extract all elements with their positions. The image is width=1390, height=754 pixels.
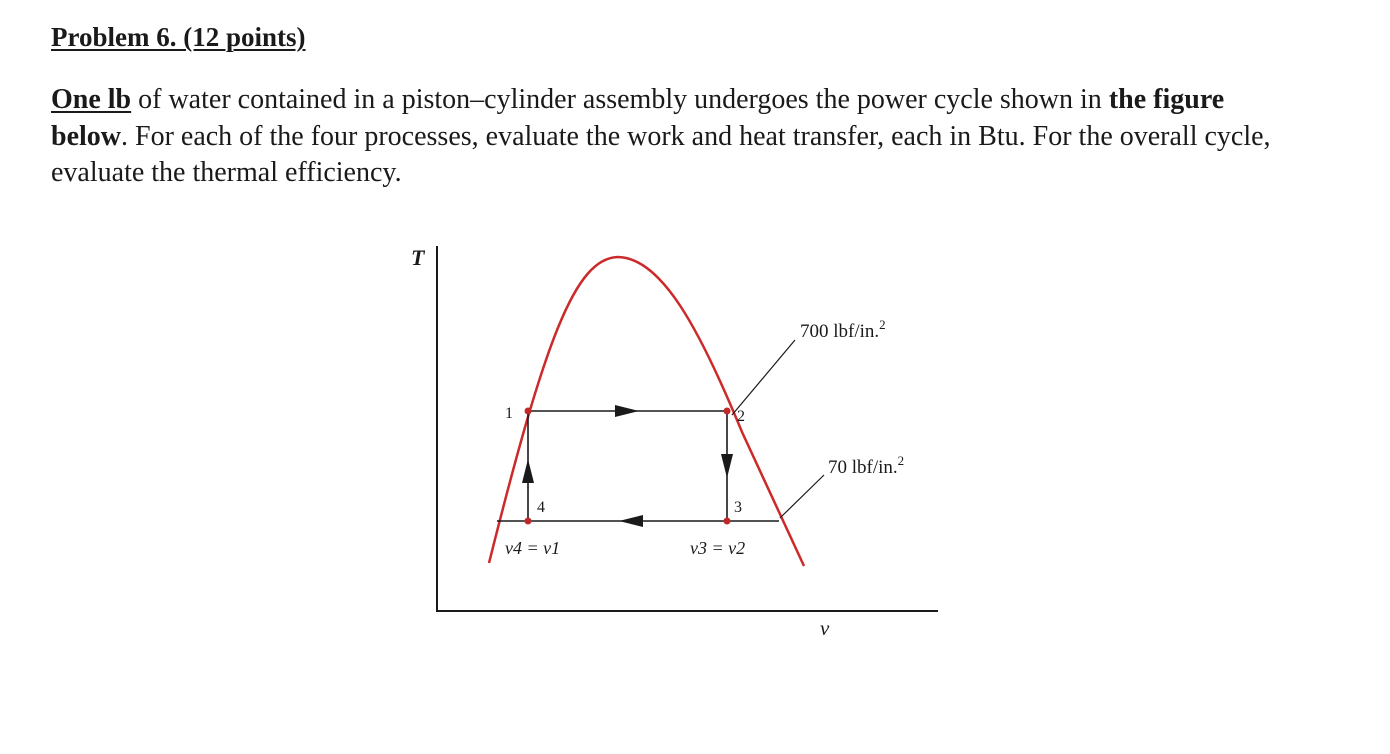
pressure-high-exponent: 2 bbox=[879, 317, 886, 332]
pressure-low-exponent: 2 bbox=[897, 453, 905, 468]
arrow-1-2 bbox=[615, 405, 639, 417]
state-label-2: 2 bbox=[737, 408, 745, 425]
pressure-low-text: 70 lbf/in. bbox=[828, 457, 898, 478]
arrow-3-4 bbox=[619, 515, 643, 527]
problem-figure-emphasis: the figure below bbox=[51, 84, 1225, 152]
state-label-1: 1 bbox=[505, 405, 513, 422]
problem-mass-emphasis: One lb bbox=[51, 84, 132, 115]
problem-text-part-2: . For each of the four processes, evaluate the work and heat transfer, each in Btu. For the overall cycle, evaluate the thermal efficiency. bbox=[51, 120, 1271, 188]
state-point-1 bbox=[525, 408, 532, 415]
volume-label-right: v3 = v2 bbox=[690, 538, 746, 558]
state-label-3: 3 bbox=[734, 499, 742, 516]
problem-heading: Problem 6. (12 points) bbox=[51, 22, 306, 52]
v-axis-label: v bbox=[820, 616, 830, 640]
state-point-3 bbox=[724, 518, 731, 525]
leader-low-pressure bbox=[780, 475, 824, 518]
arrow-4-1 bbox=[522, 459, 534, 483]
pressure-label-high bbox=[800, 317, 886, 342]
volume-label-left: v4 = v1 bbox=[505, 538, 561, 558]
t-axis-label: T bbox=[411, 245, 425, 270]
state-label-4: 4 bbox=[537, 499, 545, 516]
state-point-4 bbox=[525, 518, 532, 525]
arrow-2-3 bbox=[721, 454, 733, 478]
problem-text-part-1: of water contained in a piston–cylinder assembly undergoes the power cycle shown in bbox=[131, 84, 1109, 115]
state-point-2 bbox=[724, 408, 731, 415]
pressure-high-text: 700 lbf/in. bbox=[800, 321, 880, 342]
leader-high-pressure bbox=[732, 340, 795, 415]
pressure-label-low bbox=[828, 453, 904, 478]
